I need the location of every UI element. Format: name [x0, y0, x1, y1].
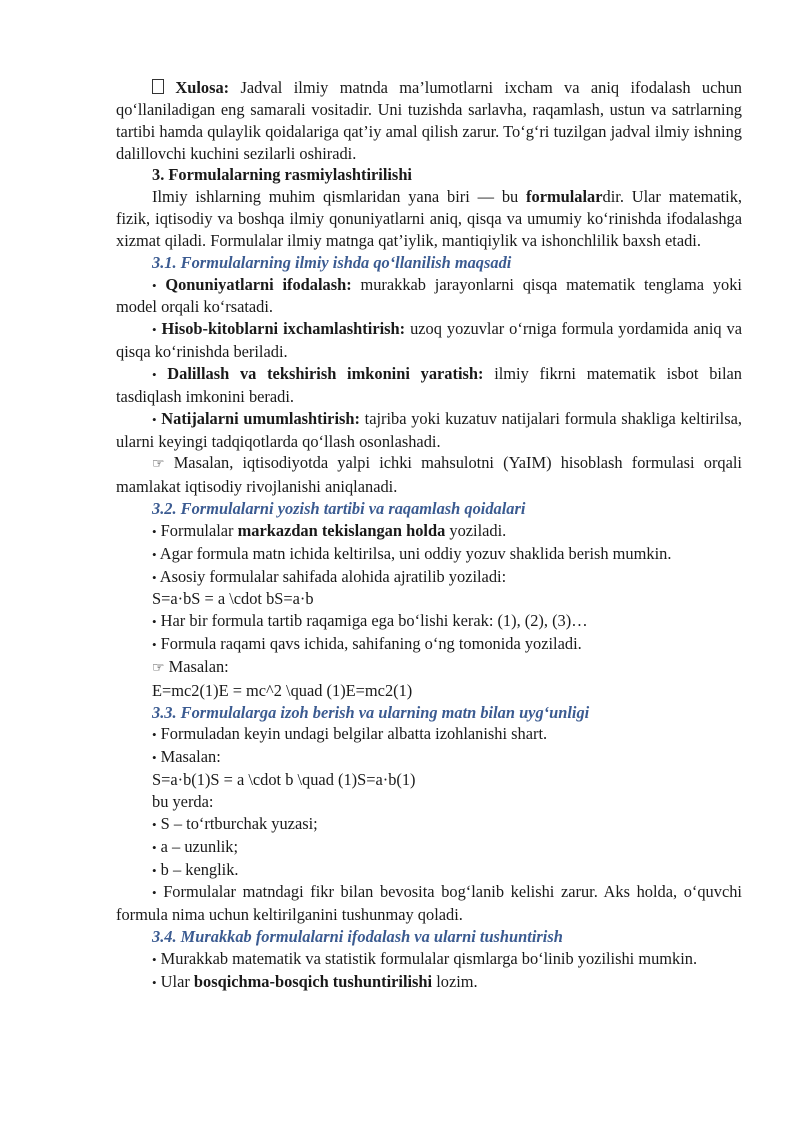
- bullet-icon: •: [152, 727, 157, 743]
- intro-paragraph: [116, 186, 742, 252]
- list-item: [116, 363, 742, 408]
- bullet-icon: •: [152, 816, 157, 832]
- pointing-hand-icon: ☞: [152, 456, 165, 473]
- list-item: [116, 746, 742, 769]
- list-item: [116, 274, 742, 319]
- bullet-icon: •: [152, 277, 157, 293]
- bullet-icon: •: [152, 885, 157, 901]
- list-item-text: Agar formula matn ichida keltirilsa, uni oddiy yozuv shaklida berish mumkin.: [159, 543, 672, 563]
- bullet-icon: •: [152, 322, 157, 338]
- bullet-icon: •: [152, 614, 157, 630]
- list-item: [116, 520, 742, 543]
- list-item: [116, 948, 742, 971]
- bullet-icon: •: [152, 637, 157, 653]
- bullet-icon: •: [152, 411, 157, 427]
- formula-line: S=a·b(1)S = a \cdot b \quad (1)S=a·b(1): [152, 770, 416, 790]
- list-item-text: Formuladan keyin undagi belgilar albatta izohlanishi shart.: [160, 724, 548, 744]
- conclusion-text: Jadval ilmiy matnda ma’lumotlarni ixcham va aniq ifodalash uchun qo‘llaniladigan eng samarali vositadir. Uni tuzishda sarlavha, raqamlash, ustun va satrlarning tartibi hamda qulaylik qoidalariga qat’iy amal qilish zarur. To‘g‘ri tuzilgan jadval ilmiy ishning dalillovchi kuchini sezilarli oshiradi.: [116, 78, 742, 163]
- list-item-text: yoziladi.: [445, 520, 507, 540]
- section-title: 3. Formulalarning rasmiylashtirilishi: [152, 165, 412, 185]
- list-item: [116, 881, 742, 926]
- list-item-text: lozim.: [432, 971, 478, 991]
- list-item-text: Formulalar: [160, 520, 238, 540]
- list-item-bold: Natijalarni umumlashtirish:: [161, 408, 360, 428]
- list-item-text: Masalan:: [160, 747, 221, 767]
- list-item: [116, 610, 742, 633]
- list-item-text: Har bir formula tartib raqamiga ega bo‘lishi kerak: (1), (2), (3)…: [160, 611, 588, 631]
- example-label: Masalan:: [164, 656, 229, 676]
- list-item: [116, 813, 742, 836]
- formula-line: E=mc2(1)E = mc^2 \quad (1)E=mc2(1): [152, 680, 413, 700]
- example-paragraph: [116, 452, 742, 498]
- bullet-icon: •: [152, 523, 157, 539]
- example-label-line: [116, 656, 742, 680]
- page-content: [116, 77, 742, 994]
- conclusion-paragraph: [116, 77, 742, 164]
- bullet-icon: •: [152, 366, 157, 382]
- list-item-text: tajriba yoki kuzatuv natijalari formula shakliga keltirilsa, ularni keyingi tadqiqotlarda qo‘llash osonlashadi.: [116, 408, 742, 451]
- bullet-icon: •: [152, 951, 157, 967]
- list-item-text: Asosiy formulalar sahifada alohida ajratilib yoziladi:: [159, 566, 507, 586]
- bullet-icon: •: [152, 546, 157, 562]
- list-item: [116, 971, 742, 994]
- bullet-icon: •: [152, 974, 157, 990]
- bullet-icon: •: [152, 569, 157, 585]
- conclusion-label: Xulosa:: [175, 78, 230, 97]
- bullet-icon: •: [152, 862, 157, 878]
- subsection-3-1-title: 3.1. Formulalarning ilmiy ishda qo‘llanilish maqsadi: [152, 252, 512, 272]
- list-item: [116, 543, 742, 566]
- list-item: [116, 318, 742, 363]
- definition-text: S – to‘rtburchak yuzasi;: [160, 813, 318, 833]
- subsection-3-4-title: 3.4. Murakkab formulalarni ifodalash va ularni tushuntirish: [152, 927, 563, 947]
- list-item: [116, 566, 742, 589]
- bullet-icon: •: [152, 750, 157, 766]
- list-item: [116, 859, 742, 882]
- checkbox-glyph-icon: [152, 79, 164, 94]
- where-label: bu yerda:: [152, 792, 214, 811]
- example-text: Masalan, iqtisodiyotda yalpi ichki mahsulotni (YaIM) hisoblash formulasi orqali mamlakat iqtisodiy rivojlanishi aniqlanadi.: [116, 453, 742, 497]
- list-item-bold: Dalillash va tekshirish imkonini yaratish:: [167, 363, 484, 383]
- list-item-text: Formulalar matndagi fikr bilan bevosita bog‘lanib kelishi zarur. Aks holda, o‘quvchi formula nima uchun keltirilganini tushunmay qoladi.: [116, 882, 742, 925]
- list-item-bold: bosqichma-bosqich tushuntirilishi: [193, 971, 433, 991]
- definition-text: a – uzunlik;: [160, 836, 239, 856]
- list-item-text: murakkab jarayonlarni qisqa matematik tenglama yoki model orqali ko‘rsatadi.: [116, 274, 742, 317]
- intro-bold: formulalar: [526, 187, 603, 207]
- list-item: [116, 633, 742, 656]
- formula-line: S=a·bS = a \cdot bS=a·b: [152, 589, 314, 609]
- list-item-text: Ular: [160, 971, 194, 991]
- list-item: [116, 723, 742, 746]
- list-item-text: ilmiy fikrni matematik isbot bilan tasdiqlash imkonini beradi.: [116, 363, 742, 406]
- intro-text-before: Ilmiy ishlarning muhim qismlaridan yana biri — bu: [152, 187, 527, 207]
- list-item-bold: markazdan tekislangan holda: [237, 520, 446, 540]
- pointing-hand-icon: ☞: [152, 659, 165, 676]
- list-item: [116, 836, 742, 859]
- list-item-bold: Hisob-kitoblarni ixchamlashtirish:: [161, 319, 406, 339]
- list-item: [116, 408, 742, 453]
- intro-text-after: dir. Ular matematik, fizik, iqtisodiy va boshqa ilmiy qonuniyatlarni aniq, qisqa va umumiy ko‘rinishda ifodalashga xizmat qiladi. Formulalar ilmiy matnga qat’iylik, mantiqiylik va ishonchlilik baxsh etadi.: [116, 187, 743, 250]
- subsection-3-3-title: 3.3. Formulalarga izoh berish va ularning matn bilan uyg‘unligi: [152, 702, 590, 722]
- subsection-3-2-title: 3.2. Formulalarni yozish tartibi va raqamlash qoidalari: [152, 499, 526, 519]
- list-item-text: Murakkab matematik va statistik formulalar qismlarga bo‘linib yozilishi mumkin.: [160, 948, 698, 968]
- bullet-icon: •: [152, 839, 157, 855]
- list-item-text: Formula raqami qavs ichida, sahifaning o‘ng tomonida yoziladi.: [160, 634, 582, 654]
- list-item-bold: Qonuniyatlarni ifodalash:: [165, 274, 352, 294]
- list-item-text: uzoq yozuvlar o‘rniga formula yordamida aniq va qisqa ko‘rinishda beriladi.: [116, 319, 742, 362]
- definition-text: b – kenglik.: [160, 859, 239, 879]
